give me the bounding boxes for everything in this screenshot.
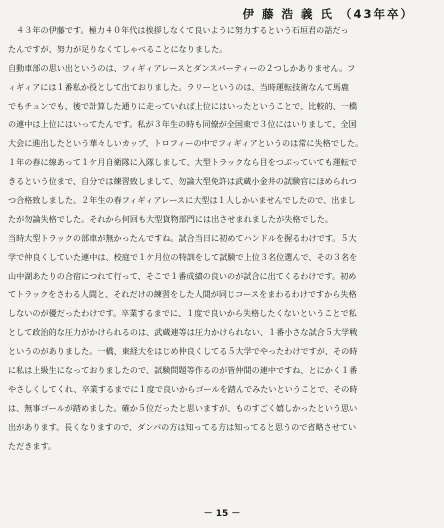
- text-line: 当時大型トラックの部車が無かったんですね。試合当日に初めてハンドルを握るわけです。５大: [8, 232, 357, 243]
- text-line: たが勿論失格でした。それから何回も大型貨物部門には出させまれましたが失格でした。: [8, 213, 334, 224]
- text-line: やさしくしてくれ、卒業するまでに１度で良いからゴールを踏んでみたいということで、その時: [8, 383, 358, 394]
- text-line: の連中は上位にはいってたんです。私が３年生の時も同僚が全国東で３位にはいりまして、全国: [8, 119, 357, 130]
- text-line: というのがありました。一橋、東経大をはじめ仲良くしてる５大学でやったわけですが、その時: [8, 346, 358, 357]
- text-line: ィギィアには１番私か役として出ておりました。ラリーというのは、当時運転技術なんて馬鹿: [8, 81, 350, 92]
- text-line: に私は上級生になっておりましたので、試験問題等作るのが皆仲間の連中ですね、とにかく１番: [8, 365, 358, 376]
- page-number: － 15 －: [203, 509, 241, 519]
- text-line: は、無事ゴールが踏めました。確か５位だったと思いますが、ものすごく嬉しかったという思い: [8, 402, 358, 413]
- text-line: として政治的な圧力がかけられるのは、武蔵連等は圧力かけられない、１番小さな試合５大学戦: [8, 327, 358, 338]
- text-line: 自動車部の思い出というのは、フィギィアレースとダンスパーティーの２つしかありません。フ: [8, 62, 356, 73]
- text-line: 学で仲良くしていた連中は、校庭で１ケ月位の特訓をして試験で上位３名位選んで、その３名を: [8, 251, 358, 262]
- body-text: [8, 21, 426, 455]
- text-line: つ合格致しました。２年生の春フィギィアレースに大型は１人しかいませんでしたので、出まし: [8, 195, 356, 206]
- text-line: たんですが、努力が足りなくてしゃべることになりました。: [8, 43, 228, 54]
- text-line: ４３年の伊藤です。極力４０年代は挨拶しなくて良いように努力するという石垣君の話だっ: [8, 25, 349, 35]
- text-line: ただきます。: [8, 440, 57, 451]
- text-line: 山中湖あたりの合宿につれて行って、そこで１番成績の良いのが試合に出てくるわけです。初め: [8, 270, 357, 281]
- text-line: 大会に進出したという華々しいカップ、トロフィーの中でフィギィアというのは常に失格でした。: [8, 138, 364, 149]
- text-line: きるという位まで、自分では練習致しまして、勿論大型免許は武蔵小金井の試験官にほめられつ: [8, 176, 357, 187]
- text-line: てトラックをさわる人間と、それだけの練習をした人間が同じコースをまわるわけですから失格: [8, 289, 357, 300]
- text-line: でもチュンでも、後で計算した通りに走っていれば上位にはいったということで、比較的、一橋: [8, 100, 357, 111]
- text-line: 出があります。長くなりますので、ダンパの方は知ってる方は知ってると思うので省略させてい: [8, 421, 357, 432]
- text-line: １年の春に線あって１ケ月自衛隊に入隊しまして、大型トラックなら目をつぶっていても運転で: [8, 157, 357, 168]
- text-line: しないのが優だったわけです。卒業するまでに、１度で良いから失格したくないということで私: [8, 308, 357, 319]
- author-heading: 伊 藤 浩 義 氏 （43年卒）: [242, 7, 414, 21]
